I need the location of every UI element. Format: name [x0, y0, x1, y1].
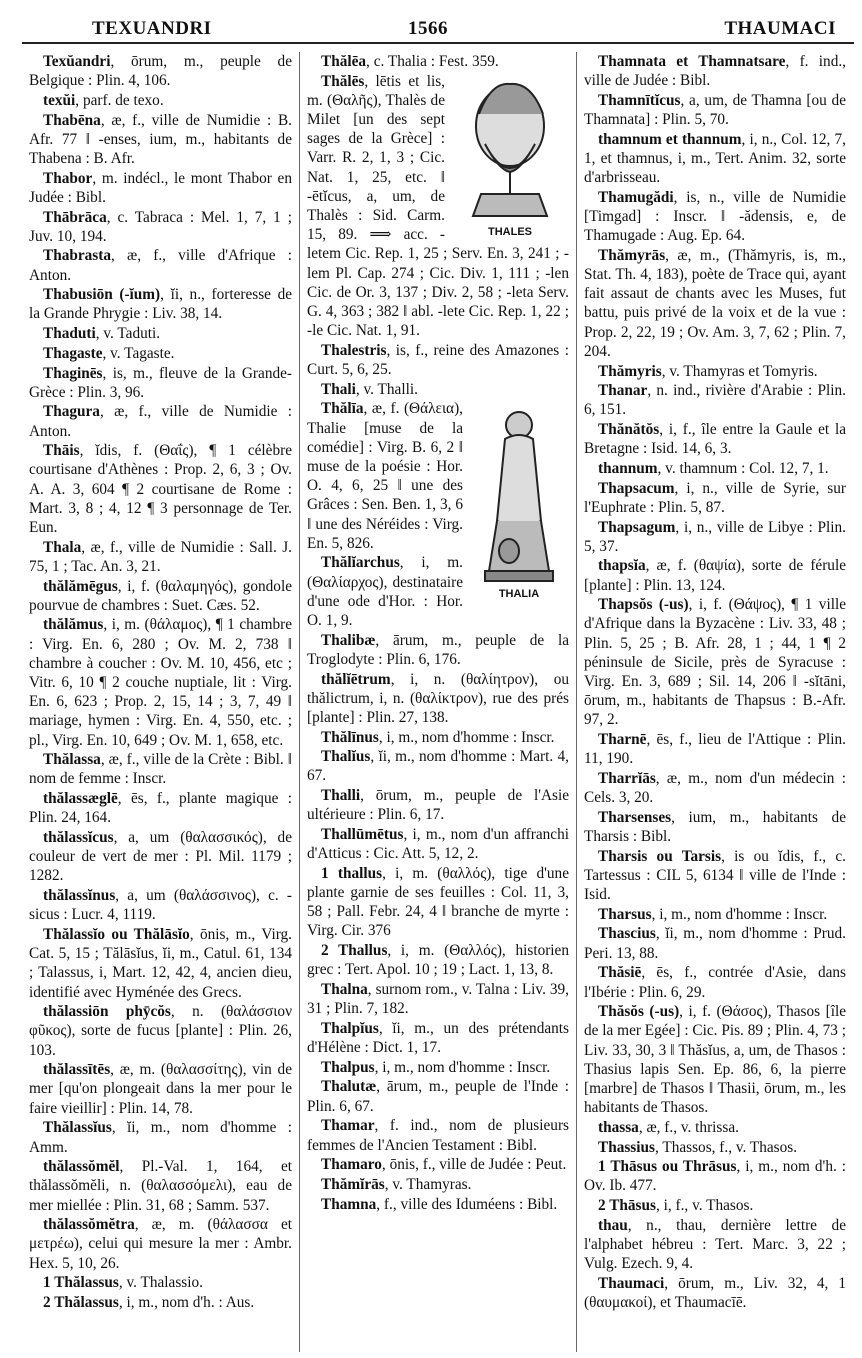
dictionary-entry: Thămyris, v. Thamyras et Tomyris. — [598, 362, 818, 380]
dictionary-entry: Thălēs, lētis et lis, m. (Θαλῆς), Thalès de Milet [un des sept sages de la Grèce] : Varr. R. 2, 1, 3 ; Cic. Nat. 1, 25, etc. ‖ -ētĭcus, a, um, de Thalès : Sid. Carm. 15, 89. ⟹ acc. -letem Cic. Rep. 1, 25 ; Serv. En. 3, 241 ; -lem Pl. Cap. 274 ; Cic. Div. 1, 111 ; -len Cic. de Or. 3, 137 ; Div. 2, 58 ; -leta Serv. G. 4, 363 ; 382 ‖ abl. -lete Cic. Rep. 1, 22 ; -le Cic. Nat. 1, 91. — [307, 72, 569, 340]
dictionary-entry: Thamna, f., ville des Iduméens : Bibl. — [321, 1195, 558, 1213]
entry-headword: Thălassa — [43, 751, 101, 769]
entry-headword: thălămēgus — [43, 577, 118, 595]
columns — [22, 52, 854, 1352]
entry-headword: thălassæglē — [43, 790, 118, 808]
dictionary-entry: Thabrasta, æ, f., ville d'Afrique : Anton. — [29, 247, 292, 284]
entry-headword: Thalĭus — [321, 748, 371, 766]
entry-headword: Thamna — [321, 1195, 377, 1213]
dictionary-entry: Thălassĭus, ĭi, m., nom d'homme : Amm. — [29, 1119, 292, 1156]
entry-headword: Thassius — [598, 1138, 655, 1156]
entry-headword: Tharnē — [598, 731, 647, 749]
entry-headword: Thălīnus — [321, 728, 379, 746]
entry-headword: thălassĭnus — [43, 887, 116, 905]
dictionary-entry: 1 thallus, i, m. (θαλλός), tige d'une plante garnie de ses feuilles : Col. 11, 3, 58 ; Pall. Febr. 24, 4 ‖ branche de myrte : Virg. Cir. 376 — [307, 864, 569, 940]
dictionary-entry: thannum, v. thamnum : Col. 12, 7, 1. — [598, 459, 829, 477]
page-number: 1566 — [408, 18, 448, 39]
entry-headword: Thagura — [43, 403, 100, 421]
entry-headword: Thamar — [321, 1117, 375, 1135]
entry-headword: Thanar — [598, 382, 648, 400]
dictionary-entry: Thamar, f. ind., nom de plusieurs femmes de l'Ancien Testament : Bibl. — [307, 1117, 569, 1154]
dictionary-entry: Tharrĭās, æ, m., nom d'un médecin : Cels. 3, 20. — [584, 769, 846, 807]
entry-headword: Tharrĭās — [598, 769, 656, 787]
dictionary-entry: Thamaro, ōnis, f., ville de Judée : Peut. — [321, 1156, 567, 1174]
dictionary-entry: Thămĭrās, v. Thamyras. — [321, 1175, 472, 1193]
entry-headword: Thagaste — [43, 344, 103, 362]
dictionary-entry: 2 Thallus, i, m. (Θαλλός), historien grec : Tert. Apol. 10 ; 19 ; Lact. 1, 13, 8. — [307, 942, 569, 979]
dictionary-entry: thassa, æ, f., v. thrissa. — [598, 1118, 739, 1136]
entry-headword: Thalutæ — [321, 1078, 377, 1096]
entry-headword: thassa — [598, 1118, 639, 1136]
entry-headword: Thămĭrās — [321, 1175, 385, 1193]
dictionary-entry: thălămus, i, m. (θάλαμος), ¶ 1 chambre : Virg. En. 6, 280 ; Ov. M. 2, 738 ‖ chambre à coucher : Ov. M. 10, 456, etc ; Vitr. 6, 10 ¶ 2 couche nuptiale, lit : Virg. En. 6, 623 ; Prop. 2, 15, 14 ; 3, 7, 49 ‖ mariage, hymen : Virg. En. 4, 550, etc. ; pl., Virg. En. 10, 649 ; Ov. M. 1, 658, etc. — [29, 616, 292, 749]
dictionary-entry: Thăsŏs (-us), i, f. (Θάσος), Thasos [île de la mer Egée] : Cic. Pis. 89 ; Plin. 4, 73 ; Liv. 33, 30, 3 ‖ Thăsĭus, a, um, de Thasos : Thasius lapis Sen. Ep. 86, 6, la pierre [marbre] de Thasos ‖ Thasii, ōrum, m., les habitants de Thasos. — [584, 1003, 846, 1117]
entry-headword: Thalna — [321, 981, 368, 998]
dictionary-entry: Thălassĭo ou Thălāsĭo, ōnis, m., Virg. Cat. 5, 15 ; Tălāsĭus, ĭi, m., Catul. 61, 134 ; Talassus, i, Mart. 12, 42, 4, ancien dieu, identifié avec Hyménée des Grecs. — [29, 925, 292, 1001]
entry-headword: 1 Thāsus ou Thrāsus — [598, 1158, 737, 1176]
dictionary-entry: Thāis, ĭdis, f. (Θαΐς), ¶ 1 célèbre courtisane d'Athènes : Prop. 2, 6, 3 ; Ov. A. A. 3, 604 ¶ 2 courtisane de Rome : Mart. 3, 8 ; 4, 12 ¶ 3 personnage de Ter. Eun. — [29, 442, 292, 536]
entry-headword: thălassŏmĕl — [43, 1158, 120, 1176]
dictionary-entry: Thălēa, c. Thalia : Fest. 359. — [321, 53, 499, 70]
dictionary-entry: Tharnē, ēs, f., lieu de l'Attique : Plin. 11, 190. — [584, 731, 846, 768]
dictionary-entry: Thălĭarchus, i, m. (Θαλίαρχος), destinataire d'une ode d'Hor. : Hor. O. 1, 9. — [307, 554, 463, 629]
dictionary-entry: thălassiōn phȳcŏs, n. (θαλάσσιον φῦκος), sorte de fucus [plante] : Plin. 26, 103. — [29, 1003, 292, 1059]
thalia-caption: THALIA — [498, 588, 540, 601]
entry-headword: thălĭētrum — [321, 670, 391, 688]
entry-headword: thannum — [598, 459, 658, 477]
entry-headword: Thala — [43, 538, 82, 556]
entry-headword: 1 Thălassus — [43, 1274, 119, 1292]
entry-headword: Texŭandri — [43, 53, 111, 70]
entry-headword: Thămyris — [598, 362, 662, 380]
entry-headword: Thălēa — [321, 53, 367, 70]
thales-caption: THALES — [488, 225, 532, 238]
entry-headword: Thaduti — [43, 325, 96, 343]
entry-headword: Thalibæ — [321, 631, 376, 649]
dictionary-entry: Thamnītĭcus, a, um, de Thamna [ou de Thamnata] : Plin. 5, 70. — [584, 91, 846, 129]
dictionary-entry: Tharsenses, ium, m., habitants de Tharsis : Bibl. — [584, 808, 846, 845]
entry-headword: thălassĭcus — [43, 829, 114, 846]
dictionary-entry: Thapsŏs (-us), i, f. (Θάψος), ¶ 1 ville d'Afrique dans la Byzacène : Liv. 33, 48 ; Plin. 5, 25 ; B. Afr. 28, 1 ; 44, 1 ¶ 2 péninsule de Sicile, près de Syracuse : Virg. En. 3, 689 ; Sil. 14, 206 ‖ -sĭtāni, ōrum, m., habitants de Thapsus : B.-Afr. 97, 2. — [584, 596, 846, 729]
entry-headword: Thaginēs — [43, 364, 103, 382]
entry-headword: Thălīa — [321, 400, 364, 418]
entry-headword: Thabēna — [43, 111, 101, 129]
dictionary-entry: Thalpĭus, ĭi, m., un des prétendants d'Hélène : Dict. 1, 17. — [307, 1019, 569, 1057]
dictionary-entry: Thămyrās, æ, m., (Thămyris, is, m., Stat. Th. 4, 183), poète de Trace qui, ayant fait assaut de chants avec les Muses, fut battu, puis privé de la voix et de la vue : Prop. 2, 22, 19 ; Ov. Am. 3, 7, 62 ; Plin. 7, 204. — [584, 246, 846, 360]
entry-headword: Thălassĭus — [43, 1119, 112, 1137]
dictionary-entry: Thalli, ōrum, m., peuple de l'Asie ultérieure : Plin. 6, 17. — [307, 787, 569, 824]
entry-headword: Thaumaci — [598, 1274, 665, 1292]
dictionary-entry: Thalpus, i, m., nom d'homme : Inscr. — [321, 1058, 551, 1076]
dictionary-entry: 2 Thălassus, i, m., nom d'h. : Aus. — [43, 1294, 255, 1311]
dictionary-entry: thălassĭcus, a, um (θαλασσικός), de couleur de vert de mer : Pl. Mil. 1179 ; 1282. — [29, 829, 292, 885]
dictionary-entry: thamnum et thannum, i, n., Col. 12, 7, 1, et thamnus, i, m., Tert. Anim. 32, sorte d'arbrisseau. — [584, 130, 847, 187]
entry-headword: texŭi — [43, 91, 76, 109]
entry-headword: Thabrasta — [43, 247, 111, 265]
entry-headword: Thabusiōn (-ĭum) — [43, 286, 161, 304]
entry-headword: Thamugădi — [598, 188, 674, 206]
thalia-illustration — [469, 401, 569, 602]
dictionary-entry: Thănătŏs, i, f., île entre la Gaule et la Bretagne : Isid. 14, 6, 3. — [584, 421, 846, 458]
thales-illustration — [451, 74, 569, 240]
header-left-guideword: TEXUANDRI — [92, 18, 212, 39]
entry-headword: thălassŏmĕtra — [43, 1216, 135, 1234]
page-header — [22, 14, 854, 44]
entry-headword: Thabor — [43, 169, 93, 187]
dictionary-entry: Thagura, æ, f., ville de Numidie : Anton. — [29, 403, 292, 440]
dictionary-entry: 1 Thălassus, v. Thalassio. — [43, 1274, 203, 1292]
entry-headword: Thănătŏs — [598, 421, 660, 439]
entry-headword: Thāis — [43, 442, 80, 460]
entry-headword: Thamnītĭcus — [598, 91, 681, 109]
dictionary-entry: texŭi, parf. de texo. — [43, 91, 164, 109]
dictionary-entry: Tharsis ou Tarsis, is ou ĭdis, f., c. Tartessus : CIL 5, 6134 ‖ ville de l'Inde : Isid. — [584, 847, 846, 904]
dictionary-entry: Thallūmētus, i, m., nom d'un affranchi d'Atticus : Cic. Att. 5, 12, 2. — [307, 826, 569, 863]
dictionary-entry: Thabor, m. indécl., le mont Thabor en Judée : Bibl. — [29, 169, 292, 206]
entry-headword: Tharsus — [598, 905, 652, 923]
dictionary-entry: thălămēgus, i, f. (θαλαμηγός), gondole pourvue de chambres : Suet. Cæs. 52. — [29, 577, 292, 614]
entry-headword: Thallūmētus — [321, 826, 404, 843]
dictionary-entry: Thala, æ, f., ville de Numidie : Sall. J. 75, 1 ; Tac. An. 3, 21. — [29, 538, 292, 575]
entry-headword: Thăsiē — [598, 964, 642, 982]
dictionary-entry: Thascius, ĭi, m., nom d'homme : Prud. Peri. 13, 88. — [584, 925, 846, 962]
entry-headword: thălassītēs — [43, 1061, 111, 1079]
entry-headword: Tharsis ou Tarsis — [598, 847, 722, 865]
dictionary-entry: Thalĭus, ĭi, m., nom d'homme : Mart. 4, 67. — [307, 748, 569, 785]
dictionary-entry: Thapsacum, i, n., ville de Syrie, sur l'Euphrate : Plin. 5, 87. — [584, 479, 846, 516]
entry-headword: Thapsŏs (-us) — [598, 596, 689, 614]
entry-headword: Tharsenses — [598, 808, 672, 826]
dictionary-entry: Texŭandri, ōrum, m., peuple de Belgique : Plin. 4, 106. — [29, 53, 292, 90]
entry-headword: thălămus — [43, 616, 104, 634]
entry-headword: thapsĭa — [598, 557, 646, 575]
column-2 — [299, 52, 576, 1352]
entry-headword: Thapsacum — [598, 479, 675, 497]
entry-headword: Thascius — [598, 925, 656, 943]
column-3 — [576, 52, 853, 1352]
entry-headword: 2 Thāsus — [598, 1197, 656, 1215]
dictionary-entry: thapsĭa, æ, f. (θαψία), sorte de férule [plante] : Plin. 13, 124. — [584, 557, 846, 594]
dictionary-entry: Thanar, n. ind., rivière d'Arabie : Plin. 6, 151. — [584, 382, 846, 419]
entry-headword: thau — [598, 1216, 628, 1234]
entry-headword: 2 Thallus — [321, 942, 388, 960]
entry-headword: Thalpĭus — [321, 1019, 379, 1037]
dictionary-entry: Thabusiōn (-ĭum), ĭi, n., forteresse de la Grande Phrygie : Liv. 38, 14. — [29, 286, 293, 323]
entry-headword: 1 thallus — [321, 864, 383, 882]
dictionary-entry: Thaduti, v. Taduti. — [43, 325, 161, 343]
dictionary-entry: thălassŏmĕtra, æ, m. (θάλασσα et μετρέω), celui qui mesure la mer : Ambr. Hex. 5, 10, 26. — [29, 1216, 292, 1272]
dictionary-entry: Thābrāca, c. Tabraca : Mel. 1, 7, 1 ; Juv. 10, 194. — [29, 208, 292, 245]
dictionary-entry: Thassius, Thassos, f., v. Thasos. — [598, 1138, 798, 1156]
entry-headword: Thălēs — [321, 72, 365, 90]
entry-headword: Thapsagum — [598, 518, 676, 536]
dictionary-entry: thălassĭnus, a, um (θαλάσσινος), c. -sicus : Lucr. 4, 1119. — [29, 887, 292, 924]
dictionary-entry: Thamnata et Thamnatsare, f. ind., ville de Judée : Bibl. — [584, 53, 847, 90]
dictionary-entry: thălĭētrum, i, n. (θαλίητρον), ou thălictrum, i, n. (θαλίκτρον), rue des prés [plante] : Plin. 27, 138. — [307, 670, 569, 726]
dictionary-entry: Thăsiē, ēs, f., contrée d'Asie, dans l'Ibérie : Plin. 6, 29. — [584, 964, 846, 1001]
dictionary-entry: thălassītēs, æ, m. (θαλασσίτης), vin de mer [qu'on plongeait dans la mer pour le faire vieillir] : Plin. 14, 78. — [29, 1061, 292, 1117]
dictionary-entry: Thălīnus, i, m., nom d'homme : Inscr. — [321, 728, 555, 746]
entry-headword: Thălĭarchus — [321, 554, 400, 572]
dictionary-entry: Thagaste, v. Tagaste. — [43, 344, 175, 362]
dictionary-entry: thălassæglē, ēs, f., plante magique : Plin. 24, 164. — [29, 790, 292, 827]
entry-headword: thamnum et thannum — [598, 130, 742, 148]
dictionary-entry: Thaginēs, is, m., fleuve de la Grande-Grèce : Plin. 3, 96. — [29, 364, 292, 401]
column-1 — [22, 52, 299, 1352]
entry-headword: Thămyrās — [598, 246, 666, 264]
dictionary-entry: Thalutæ, ārum, m., peuple de l'Inde : Plin. 6, 67. — [307, 1078, 569, 1115]
entry-headword: thălassiōn phȳcŏs — [43, 1003, 171, 1021]
entry-headword: Thalpus — [321, 1058, 375, 1076]
dictionary-entry: 1 Thāsus ou Thrāsus, i, m., nom d'h. : Ov. Ib. 477. — [584, 1158, 846, 1195]
entry-headword: 2 Thălassus — [43, 1294, 119, 1311]
dictionary-entry: Thamugădi, is, n., ville de Numidie [Timgad] : Inscr. ‖ -ădensis, e, de Thamugade : Aug. Ep. 64. — [584, 188, 846, 245]
entry-headword: Thali — [321, 380, 356, 398]
dictionary-entry: Thalestris, is, f., reine des Amazones : Curt. 5, 6, 25. — [307, 341, 569, 378]
header-right-guideword: THAUMACI — [724, 18, 836, 39]
dictionary-entry: Thapsagum, i, n., ville de Libye : Plin. 5, 37. — [584, 518, 846, 555]
entry-headword: Thamaro — [321, 1156, 382, 1174]
entry-headword: Thalestris — [321, 341, 387, 359]
entry-headword: Thăsŏs (-us) — [598, 1003, 680, 1021]
entry-headword: Thalli — [321, 787, 361, 805]
dictionary-entry: Thalna, surnom rom., v. Talna : Liv. 39, 31 ; Plin. 7, 182. — [307, 981, 569, 1018]
dictionary-entry: 2 Thāsus, i, f., v. Thasos. — [598, 1197, 754, 1215]
dictionary-entry: Thali, v. Thalli. — [321, 380, 418, 398]
entry-headword: Thălassĭo ou Thălāsĭo — [43, 925, 190, 943]
dictionary-entry: thau, n., thau, dernière lettre de l'alphabet hébreu : Tert. Marc. 3, 22 ; Vulg. Ezech. 9, 4. — [584, 1216, 846, 1273]
dictionary-entry: Tharsus, i, m., nom d'homme : Inscr. — [598, 905, 828, 923]
entry-headword: Thamnata et Thamnatsare — [598, 53, 786, 70]
dictionary-entry: Thălīa, æ, f. (Θάλεια), Thalie [muse de la comédie] : Virg. B. 6, 2 ‖ muse de la poésie : Hor. O. 4, 6, 25 ‖ une des Grâces : Sen. Ben. 1, 3, 6 ‖ une des Néréides : Virg. En. 5, 826. — [307, 400, 463, 552]
dictionary-entry: Thaumaci, ōrum, m., Liv. 32, 4, 1 (θαυμακοί), et Thaumacīē. — [584, 1274, 846, 1311]
dictionary-entry: thălassŏmĕl, Pl.-Val. 1, 164, et thălassŏmĕli, n. (θαλασσόμελι), eau de mer miellée : Plin. 31, 68 ; Samm. 537. — [29, 1158, 292, 1214]
entry-headword: Thābrāca — [43, 208, 107, 226]
dictionary-entry: Thabēna, æ, f., ville de Numidie : B. Afr. 77 ‖ -enses, ium, m., habitants de Thabena : B. Afr. — [29, 111, 292, 167]
dictionary-entry: Thalibæ, ārum, m., peuple de la Troglodyte : Plin. 6, 176. — [307, 631, 569, 668]
dictionary-entry: Thălassa, æ, f., ville de la Crète : Bibl. ‖ nom de femme : Inscr. — [29, 751, 292, 788]
